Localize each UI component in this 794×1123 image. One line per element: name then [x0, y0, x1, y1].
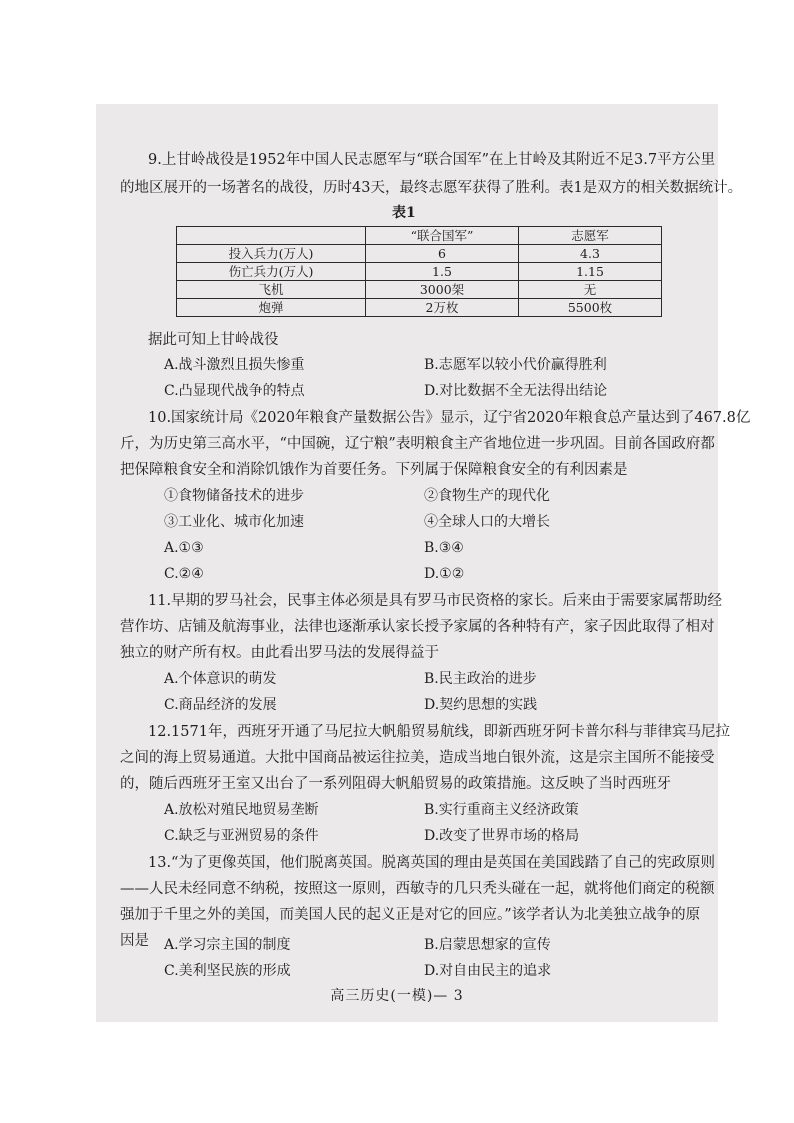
q9-option-b: B.志愿军以较小代价赢得胜利 — [424, 357, 607, 373]
table-cell: 3000架 — [366, 281, 519, 299]
q9-option-d: D.对比数据不全无法得出结论 — [424, 383, 608, 399]
q11-option-a: A.个体意识的萌发 — [164, 671, 277, 687]
q13-option-b: B.启蒙思想家的宣传 — [424, 937, 551, 953]
q13-stem-line-4: 因是 — [120, 933, 149, 949]
q10-factor-2: ②食物生产的现代化 — [424, 488, 550, 504]
q9-option-a: A.战斗激烈且损失惨重 — [164, 357, 305, 373]
q9-option-c: C.凸显现代战争的特点 — [164, 383, 305, 399]
q12-stem-line-3: 的，随后西班牙王室又出台了一系列阻碍大帆船贸易的政策措施。这反映了当时西班牙 — [120, 776, 671, 792]
q11-option-b: B.民主政治的进步 — [424, 671, 537, 687]
q10-option-b: B.③④ — [424, 540, 464, 556]
q12-option-c: C.缺乏与亚洲贸易的条件 — [164, 828, 319, 844]
table-cell: 1.15 — [519, 263, 662, 281]
q12-option-b: B.实行重商主义经济政策 — [424, 802, 579, 818]
table-cell: 6 — [366, 245, 519, 263]
table-cell: 伤亡兵力(万人) — [177, 263, 366, 281]
q10-stem-line-2: 斤，为历史第三高水平，“中国碗，辽宁粮”表明粮食主产省地位进一步巩固。目前各国政府都 — [120, 436, 715, 452]
q11-stem-line-1: 11.早期的罗马社会，民事主体必须是具有罗马市民资格的家长。后来由于需要家属帮助经 — [148, 593, 723, 609]
q10-option-c: C.②④ — [164, 566, 204, 582]
q13-option-a: A.学习宗主国的制度 — [164, 937, 291, 953]
table-row — [177, 263, 662, 281]
q10-option-a: A.①③ — [164, 540, 204, 556]
table-cell: 投入兵力(万人) — [177, 245, 366, 263]
table-header-row — [177, 227, 662, 245]
q10-stem-line-3: 把保障粮食安全和消除饥饿作为首要任务。下列属于保障粮食安全的有利因素是 — [120, 462, 628, 478]
q9-question: 据此可知上甘岭战役 — [148, 332, 279, 348]
q12-option-d: D.改变了世界市场的格局 — [424, 828, 580, 844]
table-cell: 1.5 — [366, 263, 519, 281]
table-cell: 无 — [519, 281, 662, 299]
table-cell: 炮弹 — [177, 299, 366, 317]
q11-stem-line-2: 营作坊、店铺及航海事业，法律也逐渐承认家长授予家属的各种特有产，家子因此取得了相对 — [120, 619, 715, 635]
table-title: 表1 — [392, 205, 416, 221]
q13-option-d: D.对自由民主的追求 — [424, 963, 552, 979]
q10-factor-1: ①食物储备技术的进步 — [164, 488, 304, 504]
q11-stem-line-3: 独立的财产所有权。由此看出罗马法的发展得益于 — [120, 645, 439, 661]
table-header-cell: 志愿军 — [519, 227, 662, 245]
q13-stem-line-3: 强加于千里之外的美国，而美国人民的起义正是对它的回应。”该学者认为北美独立战争的原 — [120, 907, 701, 923]
table-cell: 2万枚 — [366, 299, 519, 317]
q13-stem-line-2: ——人民未经同意不纳税，按照这一原则，西敏寺的几只秃头碰在一起，就将他们商定的税额 — [120, 881, 715, 897]
q11-option-d: D.契约思想的实践 — [424, 697, 538, 713]
table-cell: 4.3 — [519, 245, 662, 263]
table-row — [177, 281, 662, 299]
q13-stem-line-1: 13.“为了更像英国，他们脱离英国。脱离英国的理由是英国在美国践踏了自己的宪政原则 — [148, 855, 715, 871]
q9-stem-line-2: 的地区展开的一场著名的战役，历时43天，最终志愿军获得了胜利。表1是双方的相关数据统计。 — [120, 180, 743, 196]
q10-factor-4: ④全球人口的大增长 — [424, 514, 550, 530]
q11-option-c: C.商品经济的发展 — [164, 697, 277, 713]
table-cell: 飞机 — [177, 281, 366, 299]
table-row — [177, 245, 662, 263]
q12-stem-line-2: 之间的海上贸易通道。大批中国商品被运往拉美，造成当地白银外流，这是宗主国所不能接受 — [120, 750, 715, 766]
table-cell: 5500枚 — [519, 299, 662, 317]
q10-option-d: D.①② — [424, 566, 465, 582]
q12-option-a: A.放松对殖民地贸易垄断 — [164, 802, 319, 818]
q10-stem-line-1: 10.国家统计局《2020年粮食产量数据公告》显示，辽宁省2020年粮食总产量达到了467.8亿 — [148, 410, 751, 426]
data-table — [176, 226, 662, 317]
q9-stem-line-1: 9.上甘岭战役是1952年中国人民志愿军与“联合国军”在上甘岭及其附近不足3.7平方公里 — [148, 152, 716, 168]
q12-stem-line-1: 12.1571年，西班牙开通了马尼拉大帆船贸易航线，即新西班牙阿卡普尔科与菲律宾马尼拉 — [148, 724, 730, 740]
page-footer: 高三历史(一模)— 3 — [330, 988, 464, 1004]
q13-option-c: C.美利坚民族的形成 — [164, 963, 291, 979]
table-header-cell: “联合国军” — [366, 227, 519, 245]
table-header-cell — [177, 227, 366, 245]
q10-factor-3: ③工业化、城市化加速 — [164, 514, 304, 530]
table-row — [177, 299, 662, 317]
